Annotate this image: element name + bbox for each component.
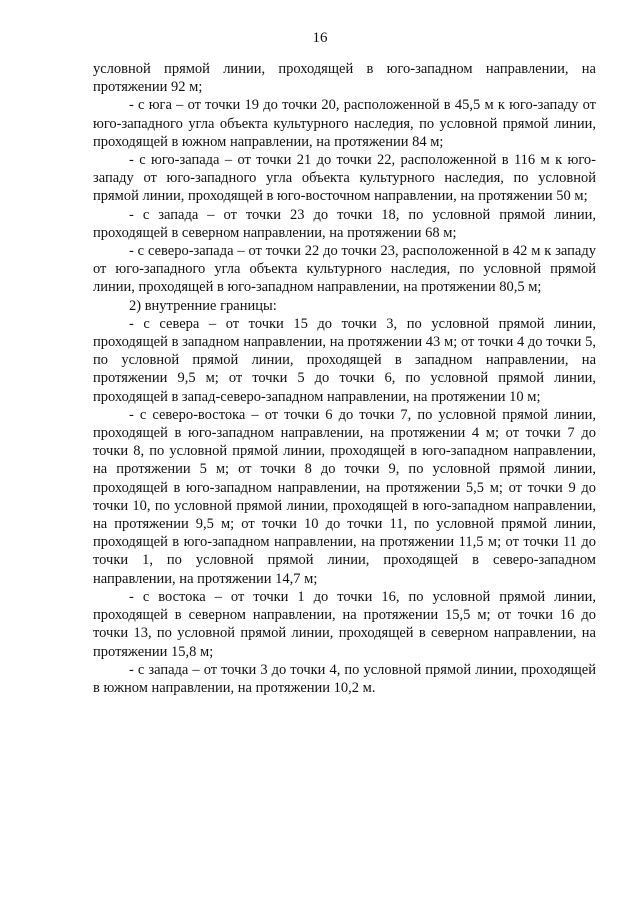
- paragraph-continuation: условной прямой линии, проходящей в юго-западном направлении, на протяжении 92 м;: [93, 61, 596, 96]
- paragraph-south-boundary: - с юга – от точки 19 до точки 20, расположенной в 45,5 м к юго-западу от юго-западного угла объекта культурного наследия, по условной прямой линии, проходящей в южном направлении, на протяжении 84 м;: [93, 97, 596, 150]
- paragraph-west-boundary: - с запада – от точки 23 до точки 18, по условной прямой линии, проходящей в северном направлении, на протяжении 68 м;: [93, 206, 596, 241]
- paragraph-internal-northeast: - с северо-востока – от точки 6 до точки 7, по условной прямой линии, проходящей в юго-западном направлении, на протяжении 4 м; от точки 7 до точки 8, по условной прямой линии, проходящей в юго-западном направлении, на протяжении 5 м; от точки 8 до точки 9, по условной прямой линии, проходящей в юго-западном направлении, на протяжении 5,5 м; от точки 9 до точки 10, по условной прямой линии, проходящей в юго-западном направлении, на протяжении 9,5 м; от точки 10 до точки 11, по условной прямой линии, проходящей в юго-западном направлении, на протяжении 11,5 м; от точки 11 до точки 1, по условной прямой линии, проходящей в северо-западном направлении, на протяжении 14,7 м;: [93, 406, 596, 587]
- paragraph-southwest-boundary: - с юго-запада – от точки 21 до точки 22, расположенной в 116 м к юго-западу от юго-западного угла объекта культурного наследия, по условной прямой линии, проходящей в юго-восточном направлении, на протяжении 50 м;: [93, 152, 596, 205]
- document-body: [93, 60, 596, 697]
- paragraph-internal-east: - с востока – от точки 1 до точки 16, по условной прямой линии, проходящей в северном направлении, на протяжении 15,5 м; от точки 16 до точки 13, по условной прямой линии, проходящей в северном направлении, на протяжении 15,8 м;: [93, 588, 596, 660]
- page-number: 16: [312, 30, 328, 46]
- paragraph-northwest-boundary: - с северо-запада – от точки 22 до точки 23, расположенной в 42 м к западу от юго-западного угла объекта культурного наследия, по условной прямой линии, проходящей в юго-западном направлении, на протяжении 80,5 м;: [93, 243, 596, 296]
- paragraph-internal-west: - с запада – от точки 3 до точки 4, по условной прямой линии, проходящей в южном направлении, на протяжении 10,2 м.: [93, 661, 596, 696]
- paragraph-internal-north: - с севера – от точки 15 до точки 3, по условной прямой линии, проходящей в западном направлении, на протяжении 43 м; от точки 4 до точки 5, по условной прямой линии, проходящей в западном направлении, на протяжении 9,5 м; от точки 5 до точки 6, по условной прямой линии, проходящей в запад-северо-западном направлении, на протяжении 10 м;: [93, 315, 596, 405]
- section-heading-internal-boundaries: 2) внутренние границы:: [129, 297, 277, 314]
